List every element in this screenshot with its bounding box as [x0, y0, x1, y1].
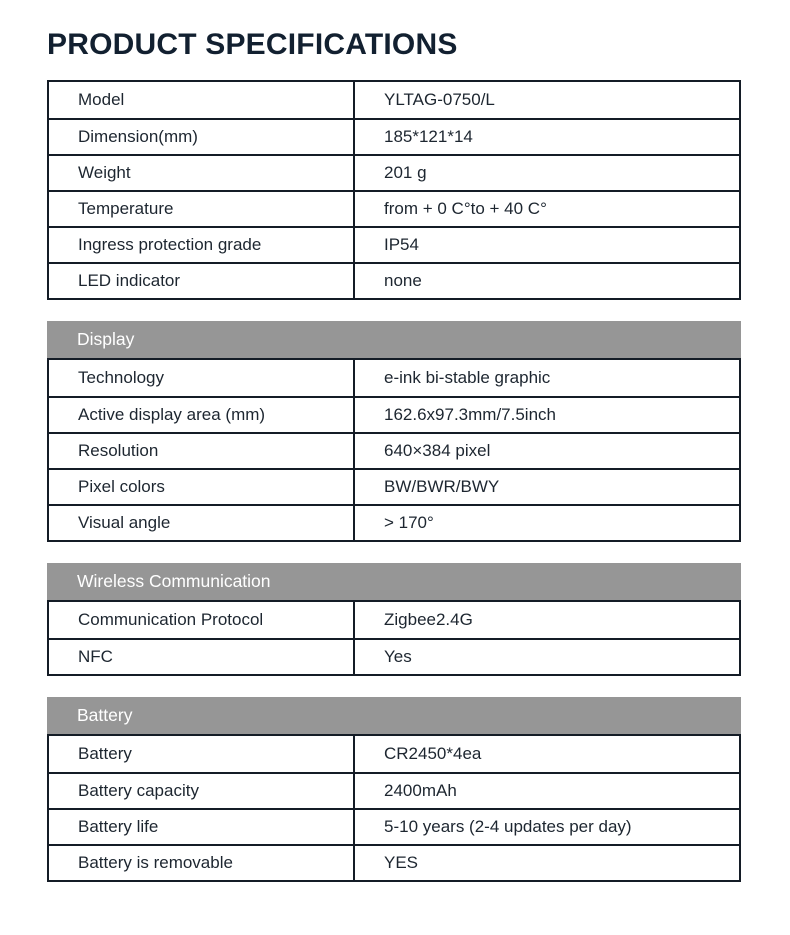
spec-table — [47, 80, 741, 300]
spec-label-cell: Technology — [49, 360, 355, 396]
spec-section — [47, 80, 741, 300]
section-header-bar: Display — [47, 321, 741, 358]
page-title: PRODUCT SPECIFICATIONS — [47, 28, 458, 61]
spec-value-cell: 185*121*14 — [384, 127, 473, 146]
spec-label-cell: Model — [49, 82, 355, 118]
spec-value-cell: Zigbee2.4G — [384, 610, 473, 629]
spec-value-cell: none — [384, 271, 422, 290]
spec-value-cell: BW/BWR/BWY — [384, 477, 500, 496]
table-row — [49, 468, 739, 504]
spec-label-cell: Weight — [49, 156, 355, 190]
table-row — [49, 638, 739, 674]
table-row — [49, 844, 739, 880]
spec-label-cell: Dimension(mm) — [49, 120, 355, 154]
spec-sections-container — [47, 80, 741, 882]
table-row — [49, 82, 739, 118]
table-row — [49, 736, 739, 772]
spec-label-cell: Battery is removable — [49, 846, 355, 880]
spec-table — [47, 600, 741, 676]
spec-table — [47, 358, 741, 542]
table-row — [49, 154, 739, 190]
spec-value-cell: from + 0 C°to + 40 C° — [384, 199, 547, 218]
section-header-bar: Wireless Communication — [47, 563, 741, 600]
spec-value-cell: 5-10 years (2-4 updates per day) — [384, 817, 632, 836]
spec-label-cell: Battery capacity — [49, 774, 355, 808]
spec-label-cell: NFC — [49, 640, 355, 674]
spec-value-cell: 162.6x97.3mm/7.5inch — [384, 405, 556, 424]
spec-label-cell: Battery — [49, 736, 355, 772]
table-row — [49, 808, 739, 844]
table-row — [49, 396, 739, 432]
table-row — [49, 772, 739, 808]
spec-label-cell: Active display area (mm) — [49, 398, 355, 432]
spec-section — [47, 321, 741, 542]
spec-value-cell: IP54 — [384, 235, 419, 254]
spec-value-cell: 201 g — [384, 163, 427, 182]
spec-section — [47, 697, 741, 882]
spec-value-cell: CR2450*4ea — [384, 744, 482, 763]
spec-value-cell: e-ink bi-stable graphic — [384, 368, 551, 387]
spec-label-cell: LED indicator — [49, 264, 355, 298]
spec-table — [47, 734, 741, 882]
spec-label-cell: Visual angle — [49, 506, 355, 540]
table-row — [49, 118, 739, 154]
spec-value-cell: 640×384 pixel — [384, 441, 491, 460]
spec-value-cell: Yes — [384, 647, 412, 666]
table-row — [49, 226, 739, 262]
spec-value-cell: > 170° — [384, 513, 434, 532]
spec-label-cell: Ingress protection grade — [49, 228, 355, 262]
spec-label-cell: Battery life — [49, 810, 355, 844]
spec-label-cell: Communication Protocol — [49, 602, 355, 638]
table-row — [49, 262, 739, 298]
table-row — [49, 504, 739, 540]
spec-label-cell: Temperature — [49, 192, 355, 226]
table-row — [49, 360, 739, 396]
spec-label-cell: Pixel colors — [49, 470, 355, 504]
spec-label-cell: Resolution — [49, 434, 355, 468]
table-row — [49, 432, 739, 468]
spec-value-cell: 2400mAh — [384, 781, 457, 800]
spec-value-cell: YES — [384, 853, 419, 872]
section-header-bar: Battery — [47, 697, 741, 734]
spec-value-cell: YLTAG-0750/L — [384, 90, 495, 109]
spec-section — [47, 563, 741, 676]
table-row — [49, 602, 739, 638]
table-row — [49, 190, 739, 226]
